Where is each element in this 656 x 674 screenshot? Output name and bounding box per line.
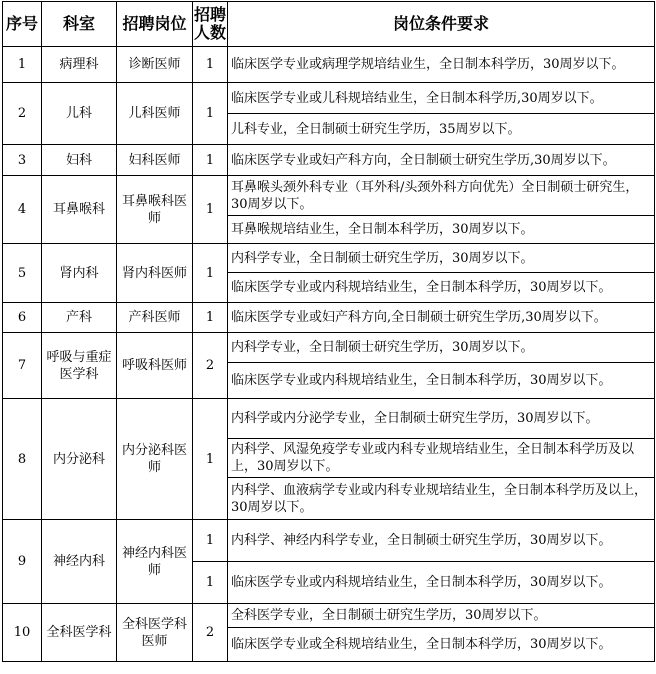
row-count: 1 xyxy=(193,145,228,176)
row-position: 耳鼻喉科医师 xyxy=(117,176,193,244)
row-requirement: 临床医学专业或妇产科方向，全日制硕士研究生学历,30周岁以下。 xyxy=(228,145,655,176)
row-no: 8 xyxy=(3,399,42,520)
row-department: 内分泌科 xyxy=(42,399,117,520)
table-row xyxy=(3,83,655,114)
row-requirement: 耳鼻喉头颈外科专业（耳外科/头颈外科方向优先）全日制硕士研究生，30周岁以下。 xyxy=(228,176,655,216)
row-position: 肾内科医师 xyxy=(117,244,193,303)
header-row xyxy=(3,2,655,47)
row-requirement: 临床医学专业或病理学规培结业生，全日制本科学历，30周岁以下。 xyxy=(228,47,655,83)
row-count: 1 xyxy=(193,303,228,333)
header-no: 序号 xyxy=(3,2,42,47)
row-count: 1 xyxy=(193,176,228,244)
row-requirement: 内科学、神经内科学专业，全日制硕士研究生学历，30周岁以下。 xyxy=(228,520,655,562)
row-no: 4 xyxy=(3,176,42,244)
row-position: 呼吸科医师 xyxy=(117,333,193,399)
table-row xyxy=(3,399,655,439)
row-requirement: 耳鼻喉规培结业生，全日制本科学历，30周岁以下。 xyxy=(228,216,655,244)
table-row xyxy=(3,333,655,363)
table-row xyxy=(3,47,655,83)
row-position: 诊断医师 xyxy=(117,47,193,83)
row-requirement: 临床医学专业或内科规培结业生，全日制本科学历，30周岁以下。 xyxy=(228,363,655,399)
row-count: 1 xyxy=(193,244,228,303)
row-department: 儿科 xyxy=(42,83,117,145)
row-no: 9 xyxy=(3,520,42,604)
table-row xyxy=(3,604,655,628)
row-position: 儿科医师 xyxy=(117,83,193,145)
row-requirement: 内科学、风湿免疫学专业或内科专业规培结业生，全日制本科学历及以上，30周岁以下。 xyxy=(228,439,655,478)
header-count xyxy=(193,2,228,47)
row-requirement: 全科医学专业，全日制硕士研究生学历，30周岁以下。 xyxy=(228,604,655,628)
row-no: 6 xyxy=(3,303,42,333)
row-department: 妇科 xyxy=(42,145,117,176)
row-requirement: 儿科专业，全日制硕士研究生学历，35周岁以下。 xyxy=(228,114,655,145)
row-requirement: 内科学专业，全日制硕士研究生学历，30周岁以下。 xyxy=(228,244,655,273)
table-row xyxy=(3,244,655,273)
row-count: 1 xyxy=(193,83,228,145)
row-no: 10 xyxy=(3,604,42,662)
header-count-text: 招聘人数 xyxy=(194,5,227,42)
row-requirement: 内科学专业，全日制硕士研究生学历，30周岁以下。 xyxy=(228,333,655,363)
row-department: 神经内科 xyxy=(42,520,117,604)
row-no: 5 xyxy=(3,244,42,303)
table-row xyxy=(3,145,655,176)
recruitment-table xyxy=(2,1,655,662)
row-department: 病理科 xyxy=(42,47,117,83)
row-requirement: 临床医学专业或内科规培结业生，全日制本科学历，30周岁以下。 xyxy=(228,273,655,303)
header-position: 招聘岗位 xyxy=(117,2,193,47)
row-position: 产科医师 xyxy=(117,303,193,333)
row-requirement: 内科学或内分泌学专业，全日制硕士研究生学历，30周岁以下。 xyxy=(228,399,655,439)
row-department: 肾内科 xyxy=(42,244,117,303)
row-position: 神经内科医师 xyxy=(117,520,193,604)
row-count: 2 xyxy=(193,333,228,399)
table-row xyxy=(3,520,655,562)
row-count: 1 xyxy=(193,399,228,520)
row-position: 内分泌科医师 xyxy=(117,399,193,520)
row-requirement: 临床医学专业或全科规培结业生，全日制本科学历，30周岁以下。 xyxy=(228,628,655,662)
row-count: 1 xyxy=(193,47,228,83)
row-position: 妇科医师 xyxy=(117,145,193,176)
row-no: 7 xyxy=(3,333,42,399)
row-count: 2 xyxy=(193,604,228,662)
row-requirement: 临床医学专业或妇产科方向,全日制硕士研究生学历,30周岁以下。 xyxy=(228,303,655,333)
row-no: 1 xyxy=(3,47,42,83)
row-no: 2 xyxy=(3,83,42,145)
row-no: 3 xyxy=(3,145,42,176)
row-requirement: 临床医学专业或儿科规培结业生，全日制本科学历,30周岁以下。 xyxy=(228,83,655,114)
table-row xyxy=(3,176,655,216)
header-requirements: 岗位条件要求 xyxy=(228,2,655,47)
row-requirement: 临床医学专业或内科规培结业生，全日制本科学历，30周岁以下。 xyxy=(228,562,655,604)
row-count: 1 xyxy=(193,562,228,604)
row-requirement: 内科学、血液病学专业或内科专业规培结业生，全日制本科学历及以上，30周岁以下。 xyxy=(228,478,655,520)
row-department: 全科医学科 xyxy=(42,604,117,662)
row-position: 全科医学科医师 xyxy=(117,604,193,662)
header-department: 科室 xyxy=(42,2,117,47)
table-row xyxy=(3,303,655,333)
row-count: 1 xyxy=(193,520,228,562)
row-department: 产科 xyxy=(42,303,117,333)
row-department: 耳鼻喉科 xyxy=(42,176,117,244)
row-department: 呼吸与重症医学科 xyxy=(42,333,117,399)
